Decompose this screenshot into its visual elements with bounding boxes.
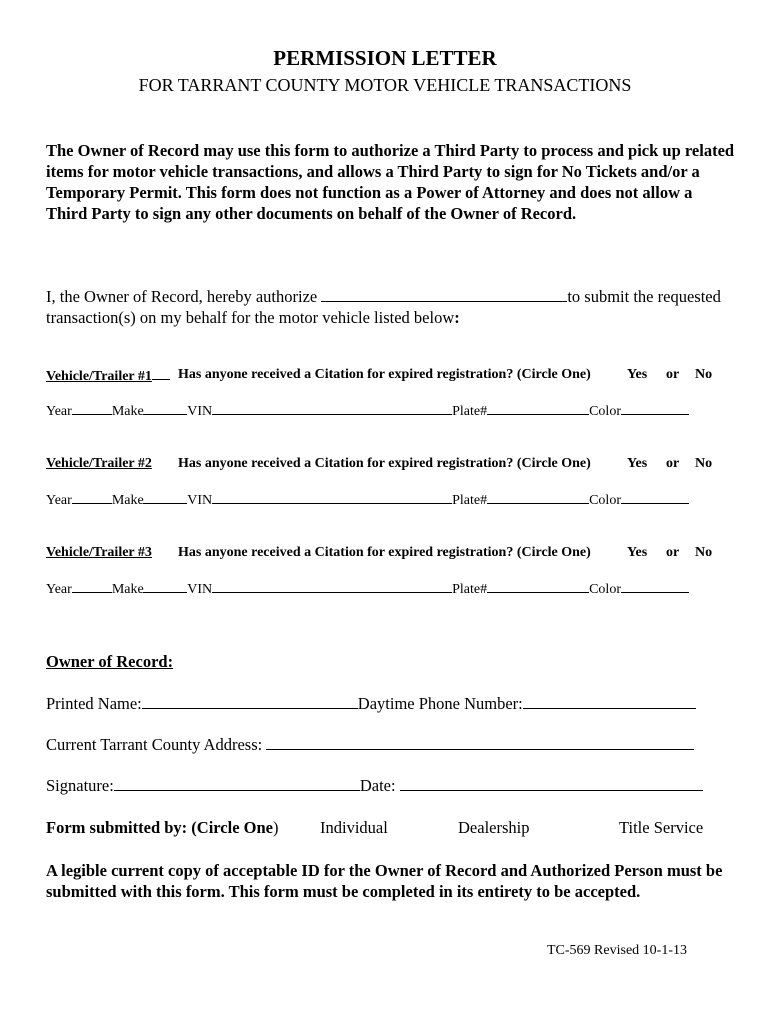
page-title: PERMISSION LETTER: [273, 46, 497, 70]
intro-paragraph: The Owner of Record may use this form to authorize a Third Party to process and pick up related items for motor vehicle transactions, and allows a Third Party to sign for No Tickets and/or a Temporary Permit. This form does not function as a Power of Attorney and does not allow a Third Party to sign any other documents on behalf of the Owner of Record.: [46, 141, 735, 223]
vin-field[interactable]: [212, 580, 452, 593]
year-label: Year: [46, 404, 72, 419]
color-field[interactable]: [621, 491, 689, 504]
color-label: Color: [589, 582, 621, 597]
daytime-phone-label: Daytime Phone Number:: [357, 694, 523, 713]
vehicle-2-question: Has anyone received a Citation for expired registration? (Circle One): [178, 456, 591, 471]
color-label: Color: [589, 404, 621, 419]
make-field[interactable]: [143, 491, 187, 504]
vehicle-1-no[interactable]: No: [695, 367, 713, 382]
vehicle-2-no[interactable]: No: [695, 456, 713, 471]
color-label: Color: [589, 493, 621, 508]
year-field[interactable]: [72, 491, 112, 504]
vehicle-1-or: or: [666, 367, 680, 382]
label-underline: [152, 367, 170, 380]
id-notice: A legible current copy of acceptable ID for the Owner of Record and Authorized Person must be submitted with this form. This form must be completed in its entirety to be accepted.: [46, 861, 723, 901]
vehicle-1-fields: [46, 402, 689, 420]
year-label: Year: [46, 582, 72, 597]
vehicle-2-label: [46, 456, 152, 472]
make-label: Make: [111, 582, 144, 597]
plate-field[interactable]: [487, 402, 589, 415]
signature-field[interactable]: [114, 776, 360, 791]
make-field[interactable]: [143, 580, 187, 593]
vin-field[interactable]: [212, 491, 452, 504]
vin-label: VIN: [187, 404, 213, 419]
vehicle-label: Vehicle/Trailer #2: [46, 456, 152, 471]
option-individual[interactable]: Individual: [320, 818, 388, 837]
option-dealership[interactable]: Dealership: [458, 818, 530, 837]
submitted-by-close: ): [273, 818, 279, 837]
make-label: Make: [111, 493, 144, 508]
date-field[interactable]: [400, 776, 703, 791]
signature-label: Signature:: [46, 776, 114, 795]
vehicle-1-label: [46, 367, 170, 385]
submitted-by-text: Form submitted by: (Circle One: [46, 818, 273, 837]
vehicle-3-or: or: [666, 545, 680, 560]
vehicle-3-fields: [46, 580, 689, 598]
year-field[interactable]: [72, 402, 112, 415]
owner-heading: Owner of Record:: [46, 652, 174, 671]
plate-label: Plate#: [452, 493, 488, 508]
vehicle-1-question: Has anyone received a Citation for expired registration? (Circle One): [178, 367, 591, 382]
year-label: Year: [46, 493, 72, 508]
vehicle-label: Vehicle/Trailer #1: [46, 369, 152, 384]
form-number: TC-569 Revised 10-1-13: [547, 943, 687, 958]
make-label: Make: [111, 404, 144, 419]
page-subtitle: FOR TARRANT COUNTY MOTOR VEHICLE TRANSACTIONS: [138, 75, 632, 95]
plate-label: Plate#: [452, 404, 488, 419]
address-row: [46, 735, 694, 755]
option-title-service[interactable]: Title Service: [619, 818, 704, 837]
signature-row: [46, 776, 703, 796]
vin-field[interactable]: [212, 402, 452, 415]
vehicle-3-question: Has anyone received a Citation for expired registration? (Circle One): [178, 545, 591, 560]
submitted-by-label: [46, 818, 279, 838]
printed-name-row: [46, 694, 696, 714]
plate-label: Plate#: [452, 582, 488, 597]
authorization-statement: [46, 286, 736, 328]
color-field[interactable]: [621, 580, 689, 593]
printed-name-label: Printed Name:: [46, 694, 142, 713]
address-field[interactable]: [266, 735, 694, 750]
vehicle-2-or: or: [666, 456, 680, 471]
vehicle-3-label: [46, 545, 152, 561]
daytime-phone-field[interactable]: [523, 694, 696, 709]
vin-label: VIN: [187, 493, 213, 508]
authorized-party-field[interactable]: [321, 287, 567, 302]
vehicle-label: Vehicle/Trailer #3: [46, 545, 152, 560]
printed-name-field[interactable]: [142, 694, 358, 709]
year-field[interactable]: [72, 580, 112, 593]
address-label: Current Tarrant County Address:: [46, 735, 263, 754]
vin-label: VIN: [187, 582, 213, 597]
vehicle-3-no[interactable]: No: [695, 545, 713, 560]
authorization-after-text: to submit the requested transaction(s) on my behalf for the motor vehicle listed below: [46, 287, 721, 327]
date-label: Date:: [359, 776, 396, 795]
vehicle-1-yes[interactable]: Yes: [627, 367, 648, 382]
authorization-before-text: I, the Owner of Record, hereby authorize: [46, 287, 318, 306]
plate-field[interactable]: [487, 491, 589, 504]
vehicle-3-yes[interactable]: Yes: [627, 545, 648, 560]
vehicle-2-fields: [46, 491, 689, 509]
authorization-colon: :: [454, 308, 460, 327]
plate-field[interactable]: [487, 580, 589, 593]
vehicle-2-yes[interactable]: Yes: [627, 456, 648, 471]
color-field[interactable]: [621, 402, 689, 415]
make-field[interactable]: [143, 402, 187, 415]
